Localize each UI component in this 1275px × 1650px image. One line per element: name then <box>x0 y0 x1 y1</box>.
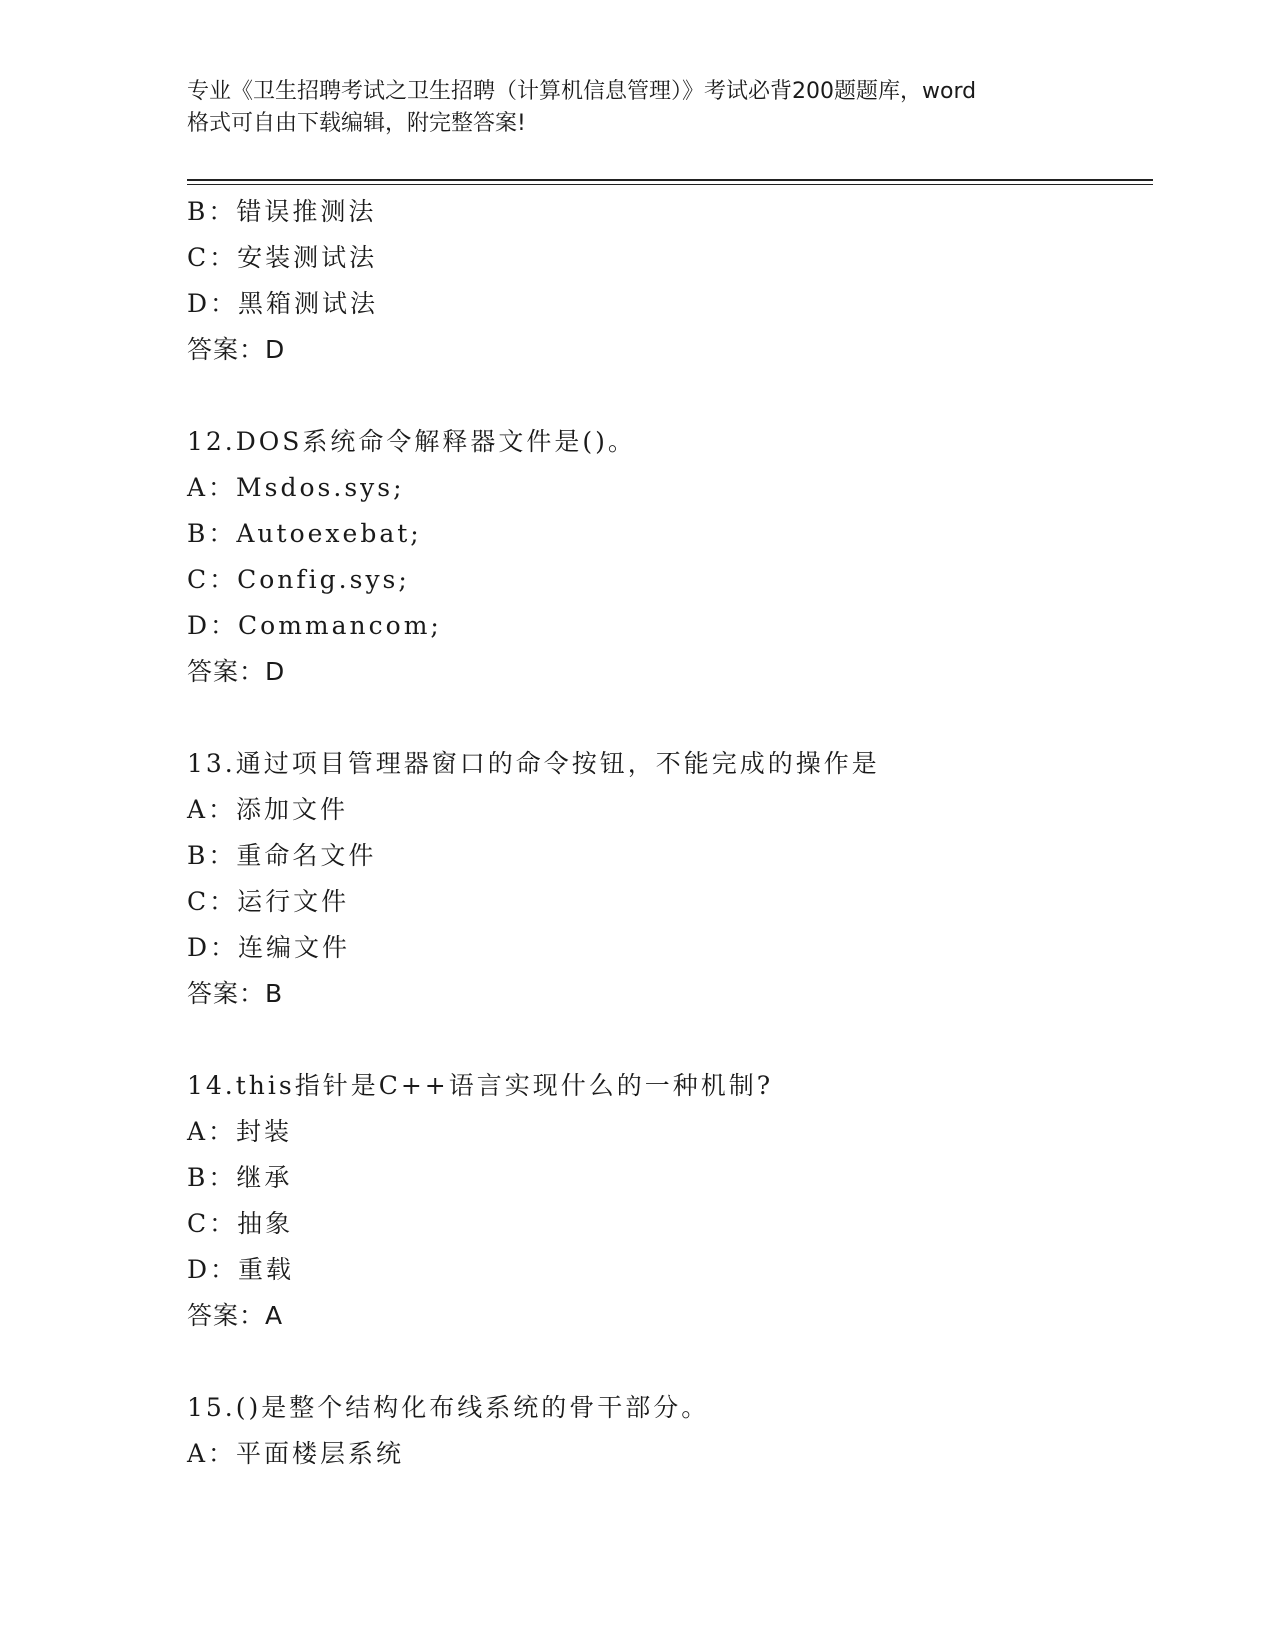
option-c: C：抽象 <box>187 1209 294 1238</box>
option-c: C：安装测试法 <box>187 243 378 272</box>
option-c: C：Config.sys; <box>187 565 410 594</box>
answer-line: 答案：D <box>187 335 286 364</box>
option-b: B：重命名文件 <box>187 841 377 870</box>
header-divider-thin <box>187 184 1153 185</box>
option-a: A：Msdos.sys; <box>187 473 405 502</box>
question-text: 13.通过项目管理器窗口的命令按钮，不能完成的操作是 <box>187 749 880 778</box>
option-a: A：封装 <box>187 1117 293 1146</box>
answer-line: 答案：A <box>187 1301 284 1330</box>
question-block-11 <box>187 189 1153 373</box>
question-text: 15.()是整个结构化布线系统的骨干部分。 <box>187 1393 710 1422</box>
block-spacer <box>187 373 1153 419</box>
question-list <box>187 189 1153 1477</box>
answer-line: 答案：D <box>187 657 286 686</box>
question-block-14 <box>187 1063 1153 1339</box>
question-text: 14.this指针是C++语言实现什么的一种机制? <box>187 1071 774 1100</box>
option-d: D：Commancom; <box>187 611 442 640</box>
option-b: B：错误推测法 <box>187 197 377 226</box>
option-c: C：运行文件 <box>187 887 350 916</box>
option-d: D：重载 <box>187 1255 295 1284</box>
option-a: A：添加文件 <box>187 795 349 824</box>
option-b: B：Autoexebat; <box>187 519 422 548</box>
option-d: D：连编文件 <box>187 933 351 962</box>
block-spacer <box>187 1339 1153 1385</box>
option-d: D：黑箱测试法 <box>187 289 379 318</box>
header-line-1: 专业《卫生招聘考试之卫生招聘（计算机信息管理）》考试必背200题题库，word <box>187 79 977 104</box>
option-b: B：继承 <box>187 1163 293 1192</box>
answer-line: 答案：B <box>187 979 284 1008</box>
block-spacer <box>187 1017 1153 1063</box>
block-spacer <box>187 695 1153 741</box>
header-line-2: 格式可自由下载编辑，附完整答案! <box>187 111 526 136</box>
question-block-13 <box>187 741 1153 1017</box>
header-divider-thick <box>187 179 1153 181</box>
question-block-12 <box>187 419 1153 695</box>
question-text: 12.DOS系统命令解释器文件是()。 <box>187 427 636 456</box>
document-header <box>187 76 1087 140</box>
option-a: A：平面楼层系统 <box>187 1439 405 1468</box>
question-block-15 <box>187 1385 1153 1477</box>
